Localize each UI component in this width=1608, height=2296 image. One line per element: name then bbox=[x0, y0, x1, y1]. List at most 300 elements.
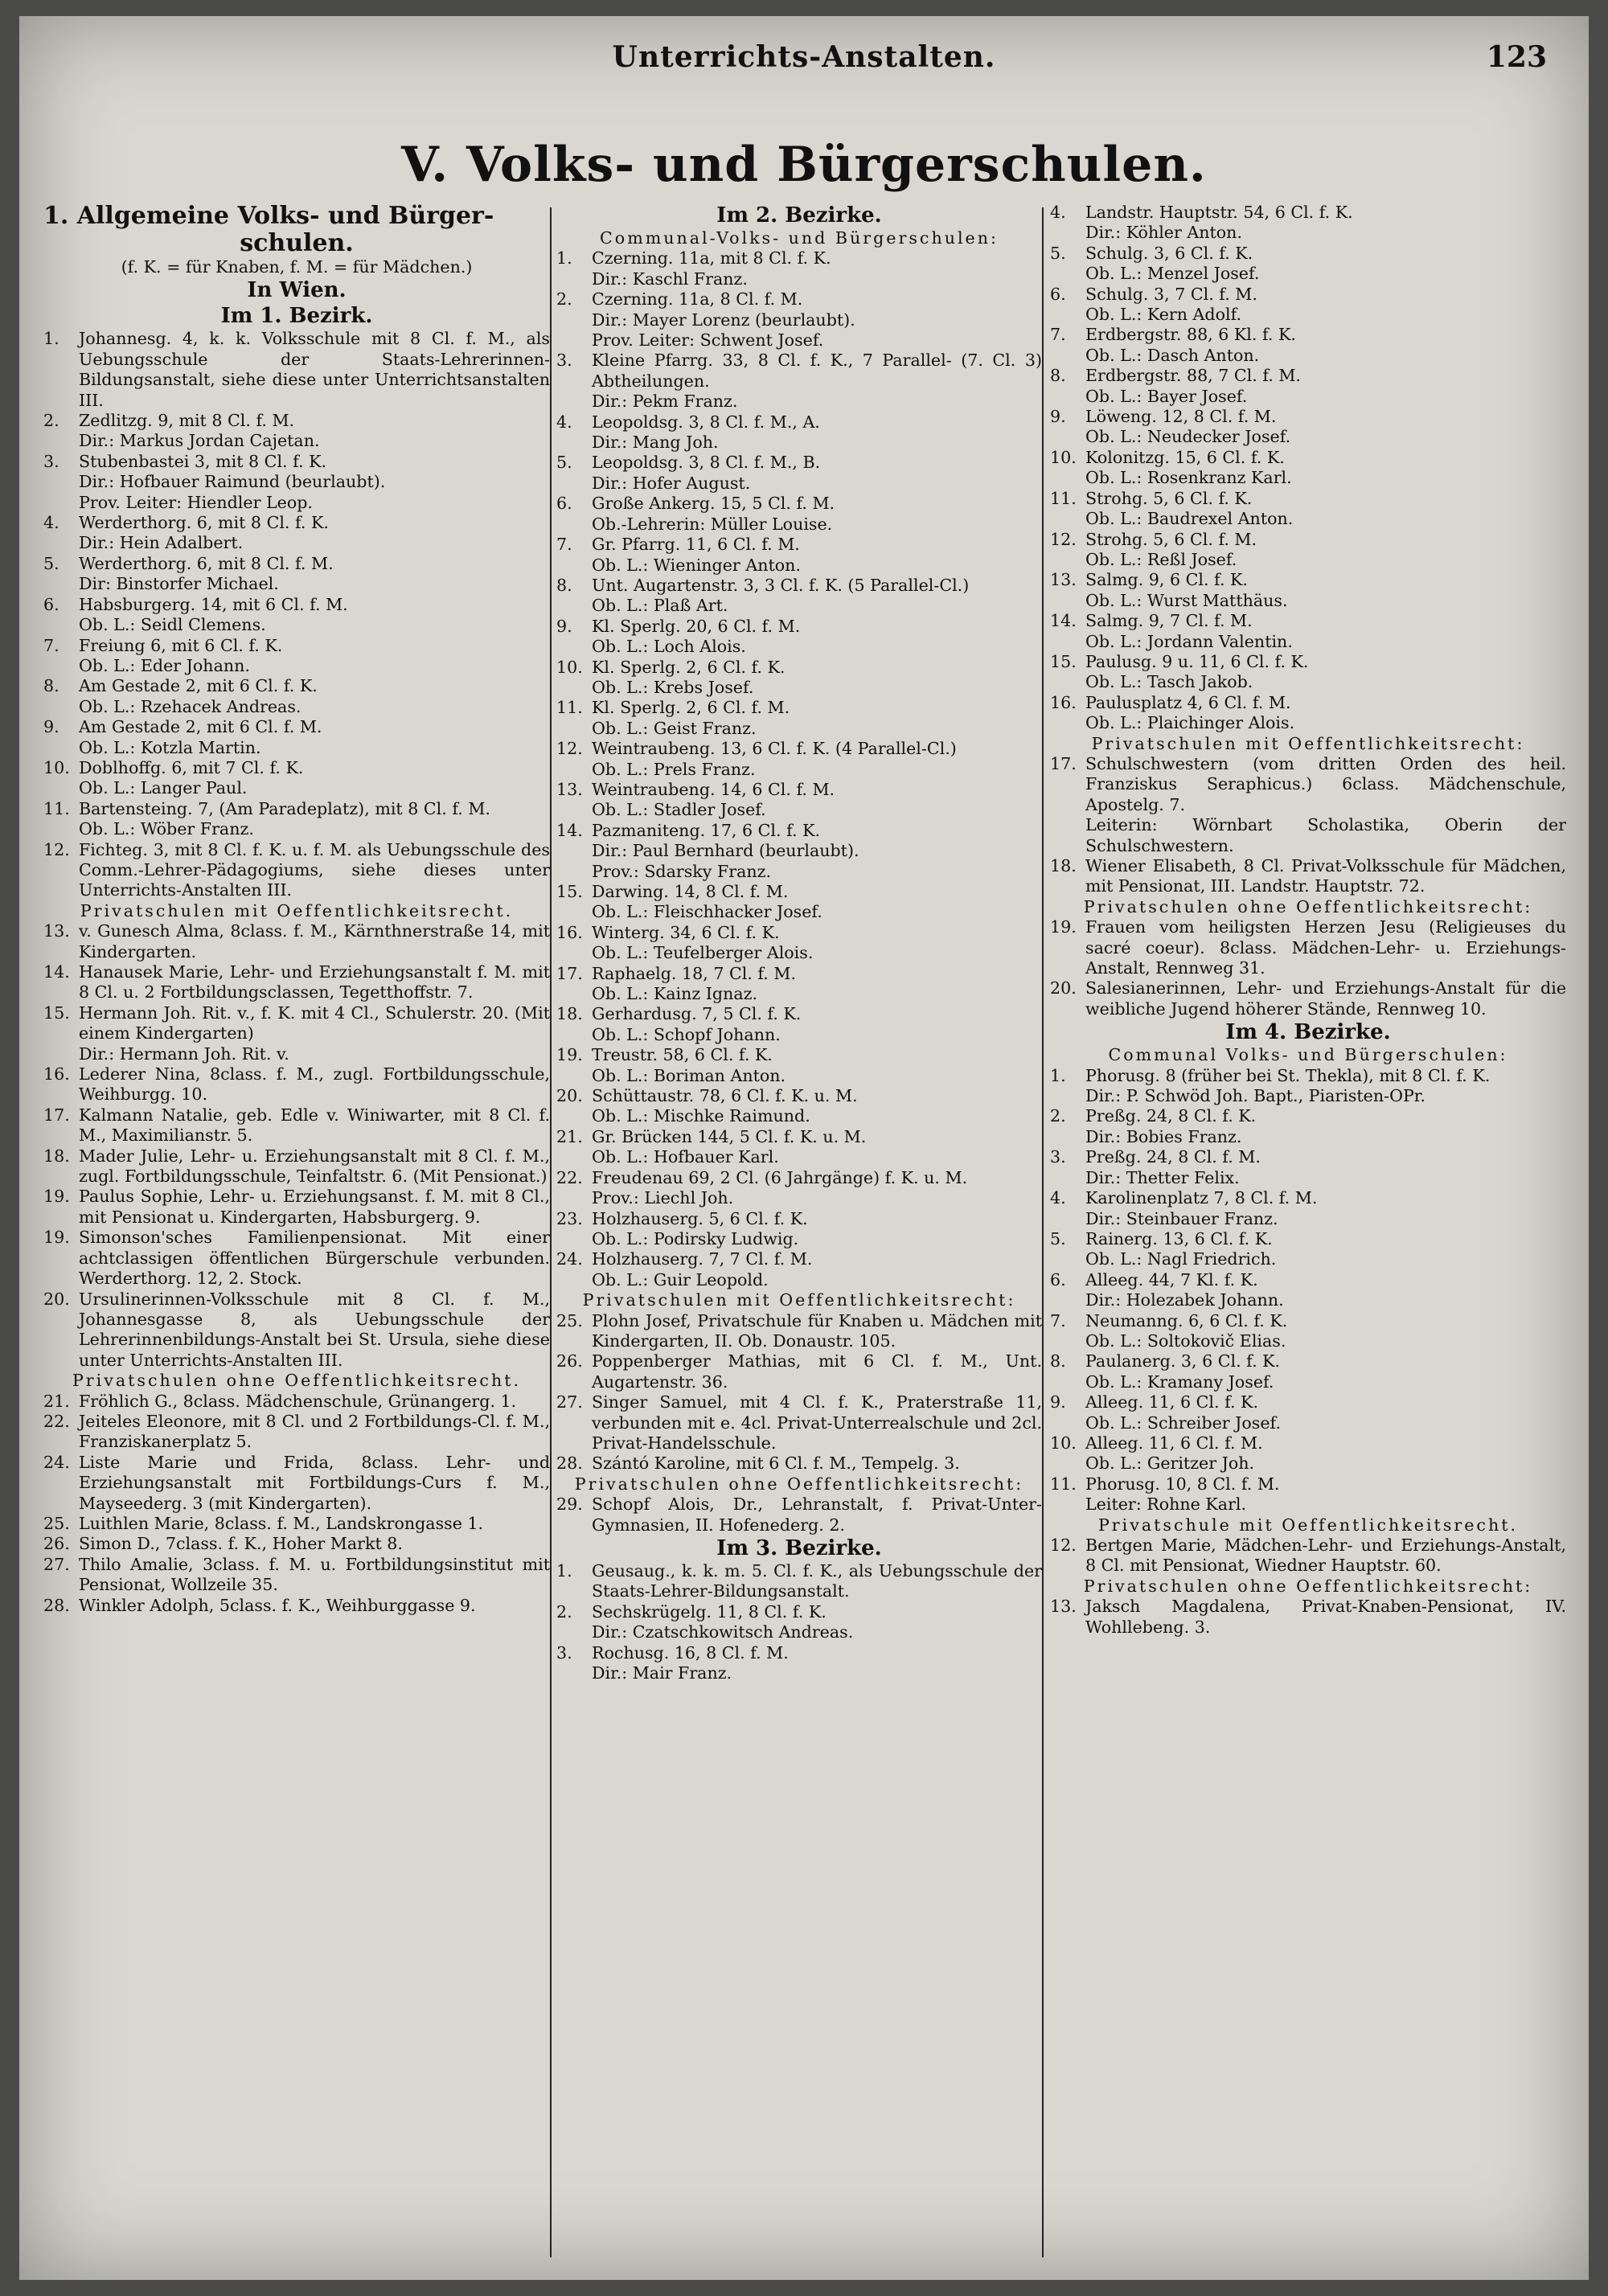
entry-number: 2. bbox=[556, 289, 572, 310]
school-entry bbox=[43, 636, 550, 677]
entry-number: 8. bbox=[1050, 1351, 1066, 1371]
entry-number: 19. bbox=[43, 1187, 70, 1207]
entry-number: 5. bbox=[1050, 243, 1066, 263]
entry-number: 10. bbox=[1050, 1433, 1077, 1453]
entry-text: Werderthorg. 6, mit 8 Cl. f. K. bbox=[79, 513, 329, 533]
entry-text: Holzhauserg. 5, 6 Cl. f. K. bbox=[592, 1208, 808, 1228]
entry-text: Freudenau 69, 2 Cl. (6 Jahrgänge) f. K. u. M. bbox=[592, 1167, 968, 1187]
entry-text: Stubenbastei 3, mit 8 Cl. f. K. bbox=[79, 451, 327, 471]
subsection-heading: Privatschulen mit Oeffentlichkeitsrecht. bbox=[80, 900, 514, 920]
school-entry bbox=[1050, 856, 1566, 897]
entry-director-line: Ob. L.: Boriman Anton. bbox=[592, 1065, 786, 1085]
entry-text: Gerhardusg. 7, 5 Cl. f. K. bbox=[592, 1004, 802, 1024]
entry-number: 21. bbox=[556, 1126, 583, 1146]
entry-number: 28. bbox=[43, 1595, 70, 1615]
entry-text: Kolonitzg. 15, 6 Cl. f. K. bbox=[1085, 447, 1285, 467]
entry-text: Strohg. 5, 6 Cl. f. M. bbox=[1085, 529, 1257, 549]
school-entry bbox=[1050, 285, 1566, 326]
entry-number: 19. bbox=[43, 1228, 70, 1248]
entry-director-line: Ob. L.: Eder Johann. bbox=[79, 655, 250, 675]
entry-number: 11. bbox=[1050, 1474, 1077, 1494]
entry-director-line: Dir.: Hermann Joh. Rit. v. bbox=[79, 1043, 289, 1064]
entry-number: 9. bbox=[556, 616, 572, 636]
entry-director-line: Prov. Leiter: Hiendler Leop. bbox=[79, 492, 313, 512]
school-entry bbox=[556, 412, 1042, 453]
entry-director-line: Ob. L.: Baudrexel Anton. bbox=[1085, 509, 1294, 529]
entry-director-line: Ob. L.: Prels Franz. bbox=[592, 759, 756, 779]
entry-director-line: Dir.: Hein Adalbert. bbox=[79, 533, 244, 553]
entry-number: 2. bbox=[1050, 1106, 1066, 1126]
school-entry bbox=[1050, 1392, 1566, 1433]
entry-number: 22. bbox=[43, 1411, 70, 1431]
school-entry bbox=[1050, 244, 1566, 285]
entry-text: Mader Julie, Lehr- u. Erziehungsanstalt mit 8 Cl. f. M., zugl. Fortbildungsschule, Teinfaltstr. 6. (Mit Pensionat.) bbox=[79, 1146, 550, 1187]
entry-number: 12. bbox=[43, 839, 70, 859]
entry-director-line: Ob. L.: Tasch Jakob. bbox=[1085, 672, 1253, 692]
entry-text: Simonson'sches Familienpensionat. Mit einer achtclassigen öffentlichen Bürgerschule verbunden. Werderthorg. 12, 2. Stock. bbox=[79, 1228, 550, 1289]
school-entry bbox=[43, 1555, 550, 1596]
entry-director-line: Leiter: Rohne Karl. bbox=[1085, 1494, 1247, 1515]
entry-text: Frauen vom heiligsten Herzen Jesu (Religieuses du sacré coeur). 8class. Mädchen-Lehr- u. Erziehungs-Anstalt, Rennweg 31. bbox=[1085, 917, 1566, 978]
entry-director-line: Dir.: Czatschkowitsch Andreas. bbox=[592, 1622, 854, 1642]
entry-number: 14. bbox=[43, 962, 70, 982]
entry-text: Phorusg. 10, 8 Cl. f. M. bbox=[1085, 1474, 1280, 1494]
scanned-page bbox=[19, 16, 1589, 2280]
entry-number: 15. bbox=[556, 882, 583, 901]
entry-text: Simon D., 7class. f. K., Hoher Markt 8. bbox=[79, 1534, 403, 1554]
school-entry bbox=[1050, 489, 1566, 530]
entry-number: 24. bbox=[556, 1249, 583, 1269]
subsection-heading: Privatschulen mit Oeffentlichkeitsrecht: bbox=[1091, 733, 1525, 753]
school-entry bbox=[1050, 1270, 1566, 1311]
column-right bbox=[1050, 203, 1566, 2261]
school-entry bbox=[1050, 325, 1566, 366]
school-entry bbox=[43, 1514, 550, 1534]
school-entry bbox=[1050, 611, 1566, 652]
subsection-heading: Communal-Volks- und Bürgerschulen: bbox=[600, 228, 999, 248]
section-heading: Im 2. Bezirke. bbox=[716, 203, 882, 228]
entry-number: 8. bbox=[43, 676, 59, 696]
entry-number: 9. bbox=[43, 717, 59, 737]
entry-number: 3. bbox=[556, 351, 572, 371]
entry-number: 16. bbox=[43, 1064, 70, 1084]
school-entry bbox=[1050, 693, 1566, 734]
entry-director-line: Prov.: Sdarsky Franz. bbox=[592, 861, 772, 881]
entry-director-line: Dir.: P. Schwöd Joh. Bapt., Piaristen-OPr. bbox=[1085, 1086, 1425, 1106]
entry-number: 16. bbox=[556, 922, 583, 942]
school-entry bbox=[43, 513, 550, 554]
section-heading: In Wien. bbox=[247, 278, 347, 303]
school-entry bbox=[43, 1003, 550, 1064]
entry-director-line: Ob. L.: Schopf Johann. bbox=[592, 1024, 781, 1044]
school-entry bbox=[43, 1392, 550, 1412]
entry-text: Czerning. 11a, 8 Cl. f. M. bbox=[592, 289, 803, 310]
school-entry bbox=[43, 758, 550, 799]
school-entry bbox=[43, 595, 550, 636]
school-entry bbox=[43, 921, 550, 962]
entry-text: Erdbergstr. 88, 7 Cl. f. M. bbox=[1085, 366, 1301, 386]
entry-text: Hermann Joh. Rit. v., f. K. mit 4 Cl., Schulerstr. 20. (Mit einem Kindergarten) bbox=[79, 1002, 550, 1043]
entry-text: Bartensteing. 7, (Am Paradeplatz), mit 8 Cl. f. M. bbox=[79, 798, 490, 818]
entry-director-line: Dir.: Markus Jordan Cajetan. bbox=[79, 431, 320, 451]
entry-text: Phorusg. 8 (früher bei St. Thekla), mit 8 Cl. f. K. bbox=[1085, 1065, 1491, 1085]
school-entry bbox=[1050, 1433, 1566, 1474]
school-entry bbox=[1050, 1147, 1566, 1188]
entry-text: Salmg. 9, 7 Cl. f. M. bbox=[1085, 611, 1253, 631]
entry-number: 19. bbox=[1050, 917, 1077, 937]
entry-text: Am Gestade 2, mit 6 Cl. f. K. bbox=[79, 676, 318, 696]
school-entry bbox=[556, 923, 1042, 964]
school-entry bbox=[43, 1534, 550, 1554]
entry-text: Rainerg. 13, 6 Cl. f. K. bbox=[1085, 1228, 1273, 1248]
entry-director-line: Ob. L.: Dasch Anton. bbox=[1085, 345, 1260, 365]
school-entry bbox=[43, 717, 550, 758]
entry-number: 3. bbox=[1050, 1147, 1066, 1167]
entry-number: 15. bbox=[43, 1002, 70, 1023]
school-entry bbox=[43, 1187, 550, 1228]
entry-text: Singer Samuel, mit 4 Cl. f. K., Praterstraße 11, verbunden mit e. 4cl. Privat-Unterrealschule und 2cl. Privat-Handelsschule. bbox=[592, 1392, 1042, 1453]
entry-text: Paulanerg. 3, 6 Cl. f. K. bbox=[1085, 1351, 1281, 1371]
entry-number: 20. bbox=[1050, 978, 1077, 998]
school-entry bbox=[556, 289, 1042, 351]
entry-text: Lederer Nina, 8class. f. M., zugl. Fortbildungsschule, Weihburgg. 10. bbox=[79, 1064, 550, 1105]
subsection-heading: Privatschulen ohne Oeffentlichkeitsrecht: bbox=[1083, 1576, 1533, 1596]
school-entry bbox=[1050, 652, 1566, 693]
entry-number: 14. bbox=[556, 820, 583, 840]
entry-text: Löweng. 12, 8 Cl. f. M. bbox=[1085, 407, 1277, 427]
entry-director-line: Dir.: Pekm Franz. bbox=[592, 392, 738, 412]
column-left bbox=[43, 203, 550, 2261]
subsection-heading: Communal Volks- und Bürgerschulen: bbox=[1108, 1045, 1508, 1065]
entry-text: Leopoldsg. 3, 8 Cl. f. M., B. bbox=[592, 453, 821, 473]
entry-text: Kleine Pfarrg. 33, 8 Cl. f. K., 7 Parallel- (7. Cl. 3) Abtheilungen. bbox=[592, 351, 1042, 391]
school-entry bbox=[556, 658, 1042, 699]
school-entry bbox=[1050, 917, 1566, 978]
entry-director-line: Ob. L.: Guir Leopold. bbox=[592, 1269, 769, 1289]
entry-text: Alleeg. 44, 7 Kl. f. K. bbox=[1085, 1269, 1258, 1289]
entry-director-line: Dir.: Thetter Felix. bbox=[1085, 1167, 1240, 1187]
school-entry bbox=[43, 1146, 550, 1187]
entry-text: Schulg. 3, 6 Cl. f. K. bbox=[1085, 243, 1253, 263]
column-divider bbox=[550, 207, 552, 2257]
entry-director-line: Leiterin: Wörnbart Scholastika, Oberin der Schulschwestern. bbox=[1085, 815, 1566, 855]
entry-number: 14. bbox=[1050, 611, 1077, 631]
entry-number: 16. bbox=[1050, 692, 1077, 712]
entry-text: Weintraubeng. 13, 6 Cl. f. K. (4 Parallel-Cl.) bbox=[592, 739, 957, 759]
entry-number: 22. bbox=[556, 1167, 583, 1187]
entry-number: 12. bbox=[1050, 1535, 1077, 1555]
entry-number: 11. bbox=[43, 798, 70, 818]
school-entry bbox=[556, 535, 1042, 576]
entry-text: Schulg. 3, 7 Cl. f. M. bbox=[1085, 284, 1257, 304]
entry-text: Unt. Augartenstr. 3, 3 Cl. f. K. (5 Parallel-Cl.) bbox=[592, 575, 970, 595]
entry-text: Winterg. 34, 6 Cl. f. K. bbox=[592, 922, 780, 942]
entry-text: Bertgen Marie, Mädchen-Lehr- und Erziehungs-Anstalt, 8 Cl. mit Pensionat, Wiedner Hauptstr. 60. bbox=[1085, 1535, 1566, 1576]
entry-text: Freiung 6, mit 6 Cl. f. K. bbox=[79, 635, 283, 655]
entry-director-line: Dir.: Holezabek Johann. bbox=[1085, 1290, 1284, 1310]
entry-number: 8. bbox=[556, 575, 572, 595]
entry-number: 17. bbox=[1050, 753, 1077, 773]
school-entry bbox=[556, 1643, 1042, 1684]
entry-text: Gr. Pfarrg. 11, 6 Cl. f. M. bbox=[592, 535, 800, 555]
entry-director-line: Ob. L.: Kainz Ignaz. bbox=[592, 984, 758, 1004]
school-entry bbox=[556, 453, 1042, 494]
entry-text: Plohn Josef, Privatschule für Knaben u. Mädchen mit Kindergarten, II. Ob. Donaustr. 105. bbox=[592, 1310, 1042, 1351]
entry-number: 10. bbox=[1050, 447, 1077, 467]
entry-director-line: Ob. L.: Schreiber Josef. bbox=[1085, 1412, 1281, 1433]
entry-number: 7. bbox=[556, 535, 572, 555]
entry-director-line: Ob. L.: Stadler Josef. bbox=[592, 800, 766, 820]
entry-number: 9. bbox=[1050, 1392, 1066, 1412]
school-entry bbox=[1050, 570, 1566, 611]
school-entry bbox=[556, 1494, 1042, 1535]
school-entry bbox=[1050, 978, 1566, 1019]
entry-number: 26. bbox=[556, 1351, 583, 1371]
entry-text: Paulusg. 9 u. 11, 6 Cl. f. K. bbox=[1085, 651, 1309, 671]
entry-text: Landstr. Hauptstr. 54, 6 Cl. f. K. bbox=[1085, 203, 1353, 222]
school-entry bbox=[43, 1064, 550, 1105]
entry-number: 18. bbox=[1050, 856, 1077, 875]
entry-text: Thilo Amalie, 3class. f. M. u. Fortbildungsinstitut mit Pensionat, Wollzeile 35. bbox=[79, 1554, 550, 1595]
entry-text: Szántó Karoline, mit 6 Cl. f. M., Tempelg. 3. bbox=[592, 1453, 960, 1474]
entry-text: Paulusplatz 4, 6 Cl. f. M. bbox=[1085, 692, 1291, 712]
entry-text: Holzhauserg. 7, 7 Cl. f. M. bbox=[592, 1249, 813, 1269]
school-entry bbox=[1050, 407, 1566, 448]
section-title: V. Volks- und Bürgerschulen. bbox=[401, 137, 1207, 193]
running-head: Unterrichts-Anstalten. bbox=[612, 40, 996, 74]
entry-text: Habsburgerg. 14, mit 6 Cl. f. M. bbox=[79, 594, 348, 614]
entry-director-line: Ob. L.: Bayer Josef. bbox=[1085, 386, 1248, 406]
school-entry bbox=[556, 1127, 1042, 1168]
entry-number: 4. bbox=[1050, 203, 1066, 222]
entry-text: Kl. Sperlg. 20, 6 Cl. f. M. bbox=[592, 616, 801, 636]
school-entry bbox=[43, 554, 550, 595]
entry-number: 13. bbox=[556, 779, 583, 799]
school-entry bbox=[1050, 1229, 1566, 1270]
entry-text: Hanausek Marie, Lehr- und Erziehungsanstalt f. M. mit 8 Cl. u. 2 Fortbildungsclassen, Tegetthoffstr. 7. bbox=[79, 962, 550, 1002]
school-entry bbox=[1050, 1106, 1566, 1147]
subsection-heading: Privatschule mit Oeffentlichkeitsrecht. bbox=[1097, 1515, 1519, 1535]
school-entry bbox=[1050, 1188, 1566, 1229]
entry-director-line: Ob. L.: Plaichinger Alois. bbox=[1085, 713, 1295, 733]
entry-number: 13. bbox=[43, 921, 70, 941]
entry-director-line: Dir.: Kaschl Franz. bbox=[592, 269, 748, 289]
entry-director-line: Ob. L.: Loch Alois. bbox=[592, 637, 746, 657]
school-entry bbox=[556, 617, 1042, 658]
entry-director-line: Dir.: Hofer August. bbox=[592, 473, 751, 493]
entry-text: Leopoldsg. 3, 8 Cl. f. M., A. bbox=[592, 412, 820, 432]
entry-number: 15. bbox=[1050, 651, 1077, 671]
entry-text: Große Ankerg. 15, 5 Cl. f. M. bbox=[592, 494, 835, 514]
entry-director-line: Dir.: Paul Bernhard (beurlaubt). bbox=[592, 841, 859, 861]
entry-director-line: Ob. L.: Kotzla Martin. bbox=[79, 737, 261, 757]
entry-text: Fichteg. 3, mit 8 Cl. f. K. u. f. M. als Uebungsschule des Comm.-Lehrer-Pädagogiums, siehe dieses unter Unterrichts-Anstalten III. bbox=[79, 839, 550, 900]
entry-text: Gr. Brücken 144, 5 Cl. f. K. u. M. bbox=[592, 1126, 867, 1146]
section-heading: Im 1. Bezirk. bbox=[220, 304, 373, 329]
entry-director-line: Prov.: Liechl Joh. bbox=[592, 1188, 734, 1208]
school-entry bbox=[556, 1351, 1042, 1392]
entry-number: 20. bbox=[556, 1086, 583, 1106]
entry-number: 6. bbox=[556, 494, 572, 514]
entry-text: Kl. Sperlg. 2, 6 Cl. f. M. bbox=[592, 698, 790, 718]
entry-director-line: Dir.: Mair Franz. bbox=[592, 1663, 732, 1683]
entry-text: Schulschwestern (vom dritten Orden des heil. Franziskus Seraphicus.) 6class. Mädchenschule, Apostelg. 7. bbox=[1085, 753, 1566, 814]
entry-number: 13. bbox=[1050, 570, 1077, 590]
entry-number: 24. bbox=[43, 1452, 70, 1472]
entry-text: Raphaelg. 18, 7 Cl. f. M. bbox=[592, 963, 797, 983]
entry-director-line: Dir.: Mayer Lorenz (beurlaubt). bbox=[592, 310, 855, 330]
entry-number: 12. bbox=[1050, 529, 1077, 549]
column-divider bbox=[1042, 207, 1044, 2257]
school-entry bbox=[1050, 1066, 1566, 1107]
subsection-heading: Privatschulen mit Oeffentlichkeitsrecht: bbox=[582, 1290, 1016, 1310]
entry-director-line: Ob. L.: Teufelberger Alois. bbox=[592, 943, 814, 963]
entry-director-line: Ob. L.: Hofbauer Karl. bbox=[592, 1147, 779, 1167]
school-entry bbox=[556, 821, 1042, 882]
entry-director-line: Dir.: Bobies Franz. bbox=[1085, 1126, 1242, 1146]
entry-number: 1. bbox=[556, 248, 572, 269]
entry-number: 28. bbox=[556, 1453, 583, 1474]
entry-text: Neumanng. 6, 6 Cl. f. K. bbox=[1085, 1310, 1288, 1330]
entry-director-line: Ob. L.: Geist Franz. bbox=[592, 718, 757, 738]
school-entry bbox=[556, 882, 1042, 923]
entry-number: 9. bbox=[1050, 407, 1066, 427]
entry-text: Weintraubeng. 14, 6 Cl. f. M. bbox=[592, 779, 835, 799]
subsection-heading: Privatschulen ohne Oeffentlichkeitsrecht: bbox=[574, 1474, 1024, 1494]
entry-director-line: Ob. L.: Jordann Valentin. bbox=[1085, 631, 1293, 651]
school-entry bbox=[1050, 1311, 1566, 1352]
entry-director-line: Ob. L.: Fleischhacker Josef. bbox=[592, 902, 822, 922]
entry-text: Preßg. 24, 8 Cl. f. M. bbox=[1085, 1147, 1261, 1167]
school-entry bbox=[43, 676, 550, 717]
entry-number: 25. bbox=[556, 1310, 583, 1330]
entry-director-line: Ob. L.: Neudecker Josef. bbox=[1085, 427, 1291, 447]
school-entry bbox=[556, 1561, 1042, 1602]
entry-text: Rochusg. 16, 8 Cl. f. M. bbox=[592, 1642, 789, 1663]
entry-director-line: Ob. L.: Rzehacek Andreas. bbox=[79, 696, 302, 716]
school-entry bbox=[1050, 1535, 1566, 1576]
school-entry bbox=[556, 1004, 1042, 1045]
school-entry bbox=[556, 248, 1042, 289]
entry-text: Kalmann Natalie, geb. Edle v. Winiwarter, mit 8 Cl. f. M., Maximilianstr. 5. bbox=[79, 1105, 550, 1146]
entry-text: Johannesg. 4, k. k. Volksschule mit 8 Cl. f. M., als Uebungsschule der Staats-Lehrerinnen-Bildungsanstalt, siehe diese unter Unterrichtsanstalten III. bbox=[79, 329, 550, 410]
entry-number: 13. bbox=[1050, 1597, 1077, 1617]
entry-number: 4. bbox=[43, 513, 59, 533]
entry-text: Doblhoffg. 6, mit 7 Cl. f. K. bbox=[79, 757, 304, 777]
entry-text: Winkler Adolph, 5class. f. K., Weihburggasse 9. bbox=[79, 1595, 476, 1615]
entry-number: 26. bbox=[43, 1534, 70, 1554]
entry-text: Strohg. 5, 6 Cl. f. K. bbox=[1085, 488, 1253, 508]
entry-director-line: Ob. L.: Reßl Josef. bbox=[1085, 549, 1237, 569]
entry-number: 11. bbox=[1050, 488, 1077, 508]
entry-director-line: Dir.: Mang Joh. bbox=[592, 433, 719, 453]
school-entry bbox=[556, 698, 1042, 739]
entry-number: 19. bbox=[556, 1045, 583, 1065]
entry-number: 29. bbox=[556, 1494, 583, 1515]
entry-number: 17. bbox=[43, 1105, 70, 1125]
entry-number: 7. bbox=[1050, 325, 1066, 345]
entry-text: Jaksch Magdalena, Privat-Knaben-Pensionat, IV. Wohllebeng. 3. bbox=[1085, 1597, 1566, 1637]
entry-number: 21. bbox=[43, 1391, 70, 1411]
school-entry bbox=[556, 494, 1042, 535]
school-entry bbox=[43, 1596, 550, 1616]
school-entry bbox=[43, 452, 550, 513]
section-heading: Im 4. Bezirke. bbox=[1225, 1020, 1391, 1045]
entry-number: 6. bbox=[1050, 284, 1066, 304]
entry-text: Wiener Elisabeth, 8 Cl. Privat-Volksschule für Mädchen, mit Pensionat, III. Landstr. Hauptstr. 72. bbox=[1085, 856, 1566, 896]
school-entry bbox=[556, 351, 1042, 412]
entry-text: Jeiteles Eleonore, mit 8 Cl. und 2 Fortbildungs-Cl. f. M., Franziskanerplatz 5. bbox=[79, 1411, 550, 1452]
entry-number: 25. bbox=[43, 1513, 70, 1533]
entry-number: 5. bbox=[1050, 1228, 1066, 1248]
school-entry bbox=[43, 1105, 550, 1146]
school-entry bbox=[43, 840, 550, 901]
school-entry bbox=[1050, 448, 1566, 489]
entry-number: 7. bbox=[1050, 1310, 1066, 1330]
section-heading: 1. Allgemeine Volks- und Bürger- bbox=[43, 203, 494, 230]
entry-number: 1. bbox=[43, 329, 59, 349]
section-heading: Im 3. Bezirke. bbox=[716, 1536, 882, 1560]
entry-text: Paulus Sophie, Lehr- u. Erziehungsanst. f. M. mit 8 Cl., mit Pensionat u. Kindergarten, Habsburgerg. 9. bbox=[79, 1187, 550, 1227]
entry-text: Alleeg. 11, 6 Cl. f. M. bbox=[1085, 1433, 1263, 1453]
entry-director-line: Dir.: Steinbauer Franz. bbox=[1085, 1208, 1278, 1228]
entry-director-line: Ob. L.: Geritzer Joh. bbox=[1085, 1453, 1255, 1474]
school-entry bbox=[43, 1453, 550, 1514]
school-entry bbox=[43, 962, 550, 1003]
page-number: 123 bbox=[1486, 40, 1547, 74]
column-middle bbox=[556, 203, 1042, 2261]
school-entry bbox=[556, 1602, 1042, 1643]
entry-director-line: Ob. L.: Plaß Art. bbox=[592, 596, 728, 616]
school-entry bbox=[556, 576, 1042, 617]
entry-text: Czerning. 11a, mit 8 Cl. f. K. bbox=[592, 248, 831, 269]
entry-number: 2. bbox=[43, 411, 59, 431]
entry-text: Poppenberger Mathias, mit 6 Cl. f. M., Unt. Augartenstr. 36. bbox=[592, 1351, 1042, 1392]
school-entry bbox=[43, 411, 550, 452]
entry-director-line: Ob. L.: Nagl Friedrich. bbox=[1085, 1249, 1277, 1269]
entry-number: 17. bbox=[556, 963, 583, 983]
entry-director-line: Ob. L.: Seidl Clemens. bbox=[79, 615, 266, 635]
entry-director-line: Ob. L.: Krebs Josef. bbox=[592, 677, 754, 697]
entry-number: 5. bbox=[43, 553, 59, 573]
entry-text: Sechskrügelg. 11, 8 Cl. f. K. bbox=[592, 1601, 827, 1622]
entry-director-line: Ob. L.: Langer Paul. bbox=[79, 778, 248, 798]
entry-number: 27. bbox=[43, 1554, 70, 1574]
entry-text: Preßg. 24, 8 Cl. f. K. bbox=[1085, 1106, 1257, 1126]
school-entry bbox=[43, 1412, 550, 1453]
subsection-heading: Privatschulen ohne Oeffentlichkeitsrecht. bbox=[72, 1371, 522, 1391]
entry-text: Erdbergstr. 88, 6 Kl. f. K. bbox=[1085, 325, 1296, 345]
entry-text: Schüttaustr. 78, 6 Cl. f. K. u. M. bbox=[592, 1086, 858, 1106]
entry-text: Alleeg. 11, 6 Cl. f. K. bbox=[1085, 1392, 1258, 1412]
entry-text: Darwing. 14, 8 Cl. f. M. bbox=[592, 882, 789, 901]
school-entry bbox=[556, 1086, 1042, 1127]
entry-text: Salesianerinnen, Lehr- und Erziehungs-Anstalt für die weibliche Jugend höherer Stände, Rennweg 10. bbox=[1085, 978, 1566, 1019]
entry-number: 8. bbox=[1050, 366, 1066, 386]
entry-number: 10. bbox=[556, 657, 583, 677]
entry-text: Pazmaniteng. 17, 6 Cl. f. K. bbox=[592, 820, 821, 840]
school-entry bbox=[556, 1311, 1042, 1352]
school-entry bbox=[1050, 366, 1566, 407]
entry-text: Fröhlich G., 8class. Mädchenschule, Grünangerg. 1. bbox=[79, 1391, 517, 1411]
school-entry bbox=[556, 1168, 1042, 1209]
school-entry bbox=[1050, 754, 1566, 856]
school-entry bbox=[43, 1228, 550, 1289]
entry-number: 3. bbox=[556, 1642, 572, 1663]
school-entry bbox=[1050, 530, 1566, 571]
entry-director-line: Ob. L.: Rosenkranz Karl. bbox=[1085, 468, 1292, 488]
entry-number: 23. bbox=[556, 1208, 583, 1228]
